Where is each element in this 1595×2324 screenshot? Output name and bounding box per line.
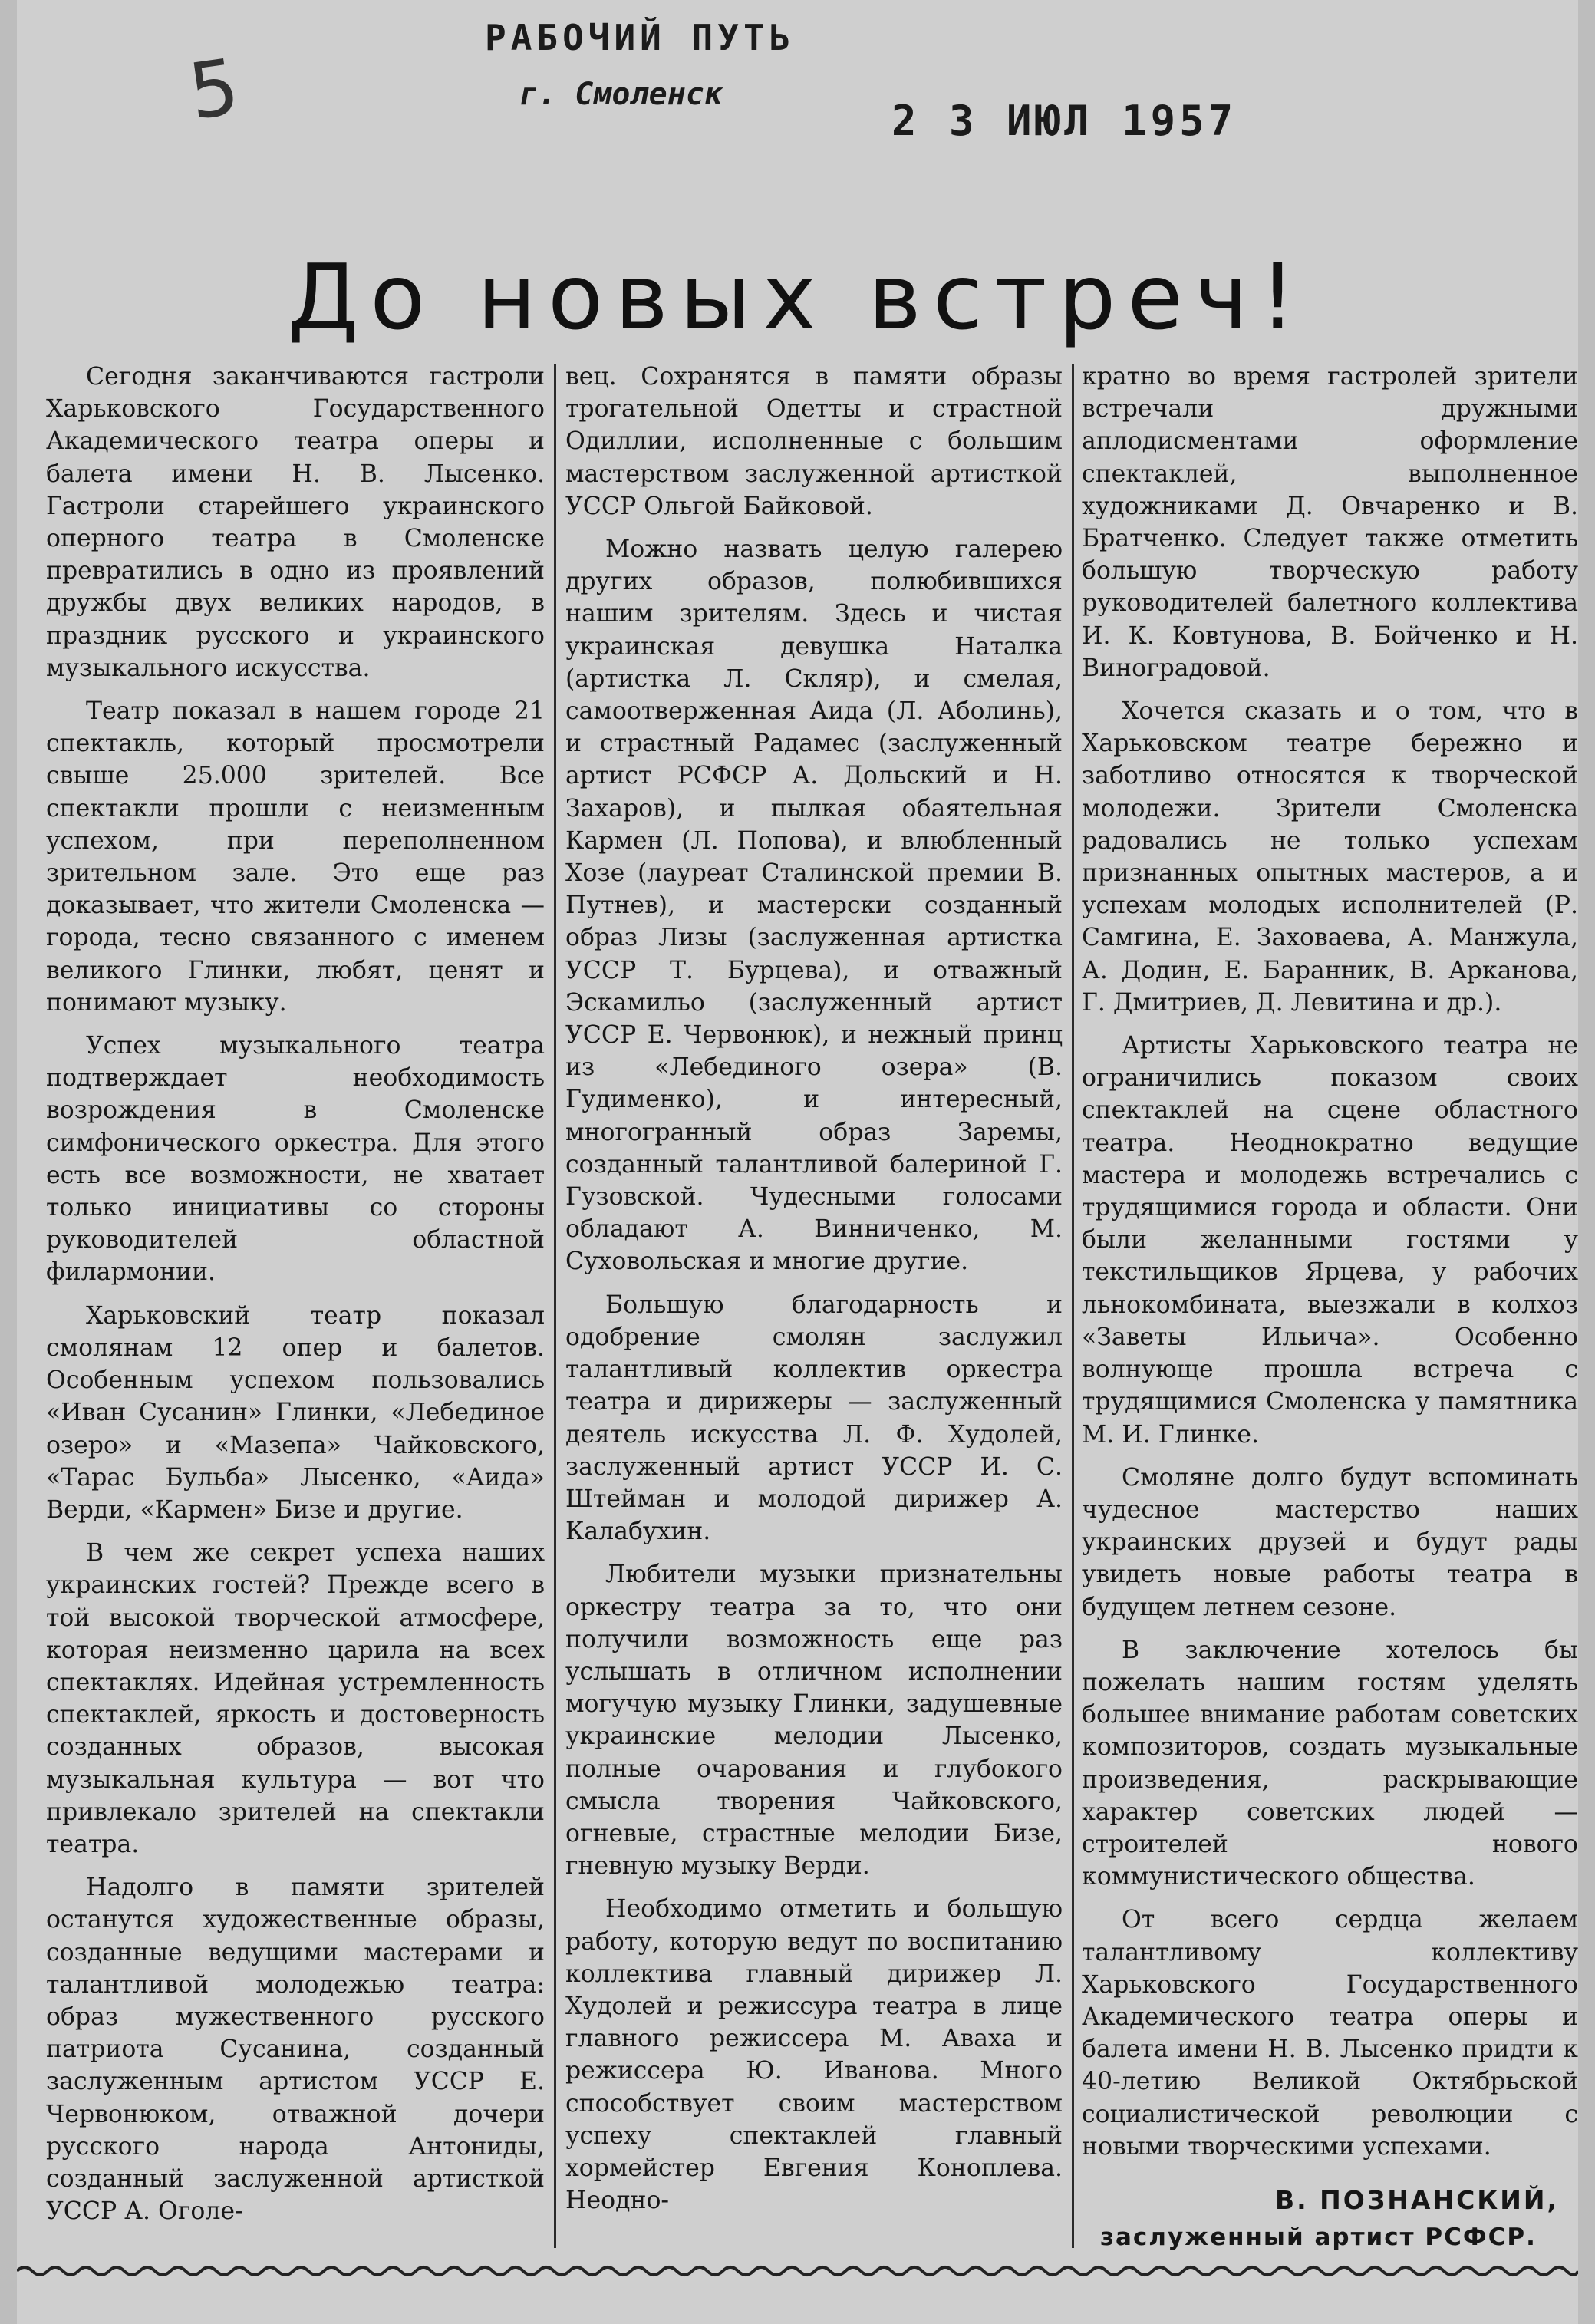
paragraph: вец. Сохранятся в памяти образы трогательной Одетты и страстной Одиллии, исполненные с большим мастерством заслуженной артисткой УССР Ольгой Байковой.: [565, 363, 1063, 520]
clip-number: 5: [183, 41, 245, 137]
article-column-2: [565, 361, 1063, 2227]
column-divider: [1072, 364, 1074, 2248]
article-column-3: [1082, 361, 1578, 2174]
paragraph: От всего сердца желаем талантливому коллективу Харьковского Государственного Академического театра оперы и балета имени Н. В. Лысенко придти к 40-летию Великой Октябрьской социалистической революции с новыми творческими успехами.: [1082, 1906, 1578, 2161]
paragraph: Харьковский театр показал смолянам 12 опер и балетов. Особенным успехом пользовались «Иван Сусанин» Глинки, «Лебединое озеро» и «Мазепа» Чайковского, «Тарас Бульба» Лысенко, «Аида» Верди, «Кармен» Бизе и другие.: [46, 1301, 545, 1524]
paragraph: Артисты Харьковского театра не ограничились показом своих спектаклей на сцене областного театра. Неоднократно ведущие мастера и молодежь встречались с трудящимися города и области. Они были желанными гостями у текстильщиков Ярцева, у рабочих льнокомбината, выезжали в колхоз «Заветы Ильича». Особенно волнующе прошла встреча с трудящимися Смоленска у памятника М. И. Глинке.: [1082, 1032, 1578, 1449]
paragraph: Большую благодарность и одобрение смолян заслужил талантливый коллектив оркестра театра и дирижеры — заслуженный деятель искусства Л. Ф. Худолей, заслуженный артист УССР И. С. Штейман и молодой дирижер А. Калабухин.: [565, 1291, 1063, 1546]
paragraph: кратно во время гастролей зрители встречали дружными аплодисментами оформление спектаклей, выполненное художниками Д. Овчаренко и В. Братченко. Следует также отметить большую творческую работу руководителей балетного коллектива И. К. Ковтунова, В. Бойченко и Н. Виноградовой.: [1082, 363, 1578, 682]
newspaper-stamp: РАБОЧИЙ ПУТЬ: [485, 17, 796, 58]
author-title: заслуженный артист РСФСР.: [1100, 2223, 1537, 2251]
paragraph: В чем же секрет успеха наших украинских гостей? Прежде всего в той высокой творческой атмосфере, которая неизменно царила на всех спектаклях. Идейная устремленность спектаклей, яркость и достоверность созданных образов, высокая музыкальная культура — вот что привлекало зрителей на спектакли театра.: [46, 1539, 545, 1858]
newspaper-clipping: [17, 0, 1578, 2324]
paragraph: Можно назвать целую галерею других образов, полюбившихся нашим зрителям. Здесь и чистая украинская девушка Наталка (артистка Л. Скляр), и смелая, самоотверженная Аида (Л. Аболинь), и страстный Радамес (заслуженный артист РСФСР А. Дольский и Н. Захаров), и пылкая обаятельная Кармен (Л. Попова), и влюбленный Хозе (лауреат Сталинской премии В. Путнев), и мастерски созданный образ Лизы (заслуженная артистка УССР Т. Бурцева), и отважный Эскамильо (заслуженный артист УССР Е. Червонюк), и нежный принц из «Лебединого озера» (В. Гудименко), и интересный, многогранный образ Заремы, созданный талантливой балериной Г. Гузовской. Чудесными голосами обладают А. Винниченко, М. Суховольская и многие другие.: [565, 536, 1063, 1276]
paragraph: Надолго в памяти зрителей останутся художественные образы, созданные ведущими мастерами и талантливой молодежью театра: образ мужественного русского патриота Сусанина, созданный заслуженным артистом УССР Е. Червонюком, отважной дочери русского народа Антониды, созданный заслуженной артисткой УССР А. Оголе-: [46, 1874, 545, 2226]
paragraph: Любители музыки признательны оркестру театра за то, что они получили возможность еще раз услышать в отличном исполнении могучую музыку Глинки, задушевные украинские мелодии Лысенко, полные очарования и глубокого смысла творения Чайковского, огневые, страстные мелодии Бизе, гневную музыку Верди.: [565, 1561, 1063, 1881]
paragraph: Сегодня заканчиваются гастроли Харьковского Государственного Академического театра оперы и балета имени Н. В. Лысенко. Гастроли старейшего украинского оперного театра в Смоленске превратились в одно из проявлений дружбы двух великих народов, в праздник русского и украинского музыкального искусства.: [46, 363, 545, 682]
paragraph: Смоляне долго будут вспоминать чудесное мастерство наших украинских друзей и будут рады увидеть новые работы театра в будущем летнем сезоне.: [1082, 1463, 1578, 1621]
city-stamp: г. Смоленск: [519, 77, 723, 112]
date-stamp: 2 3 ИЮЛ 1957: [891, 97, 1237, 145]
paragraph: Успех музыкального театра подтверждает необходимость возрождения в Смоленске симфонического оркестра. Для этого есть все возможности, не хватает только инициативы со стороны руководителей областной филармонии.: [46, 1032, 545, 1287]
paragraph: Театр показал в нашем городе 21 спектакль, который просмотрели свыше 25.000 зрителей. Все спектакли прошли с неизменным успехом, при переполненном зрительном зале. Это еще раз доказывает, что жители Смоленска — города, тесно связанного с именем великого Глинки, любят, ценят и понимают музыку.: [46, 697, 545, 1017]
paragraph: Хочется сказать и о том, что в Харьковском театре бережно и заботливо относятся к творческой молодежи. Зрители Смоленска радовались не только успехам признанных опытных мастеров, а и успехам молодых исполнителей (Р. Самгина, Е. Заховаева, А. Манжула, А. Додин, Е. Баранник, В. Арканова, Г. Дмитриев, Д. Левитина и др.).: [1082, 697, 1578, 1017]
author-name: В. ПОЗНАНСКИЙ,: [1275, 2185, 1560, 2215]
column-divider: [554, 364, 556, 2248]
paragraph: В заключение хотелось бы пожелать нашим гостям уделять большее внимание работам советских композиторов, создать музыкальные произведения, раскрывающие характер советских людей — строителей нового коммунистического общества.: [1082, 1636, 1578, 1891]
paragraph: Необходимо отметить и большую работу, которую ведут по воспитанию коллектива главный дирижер Л. Худолей и режиссура театра в лице главного режиссера М. Аваха и режиссера Ю. Иванова. Много способствует своим мастерством успеху спектаклей главный хормейстер Евгения Коноплева. Неодно-: [565, 1895, 1063, 2215]
article-column-1: [46, 361, 545, 2238]
bottom-wavy-rule: [17, 2260, 1578, 2283]
article-title: До новых встреч!: [288, 244, 1307, 350]
